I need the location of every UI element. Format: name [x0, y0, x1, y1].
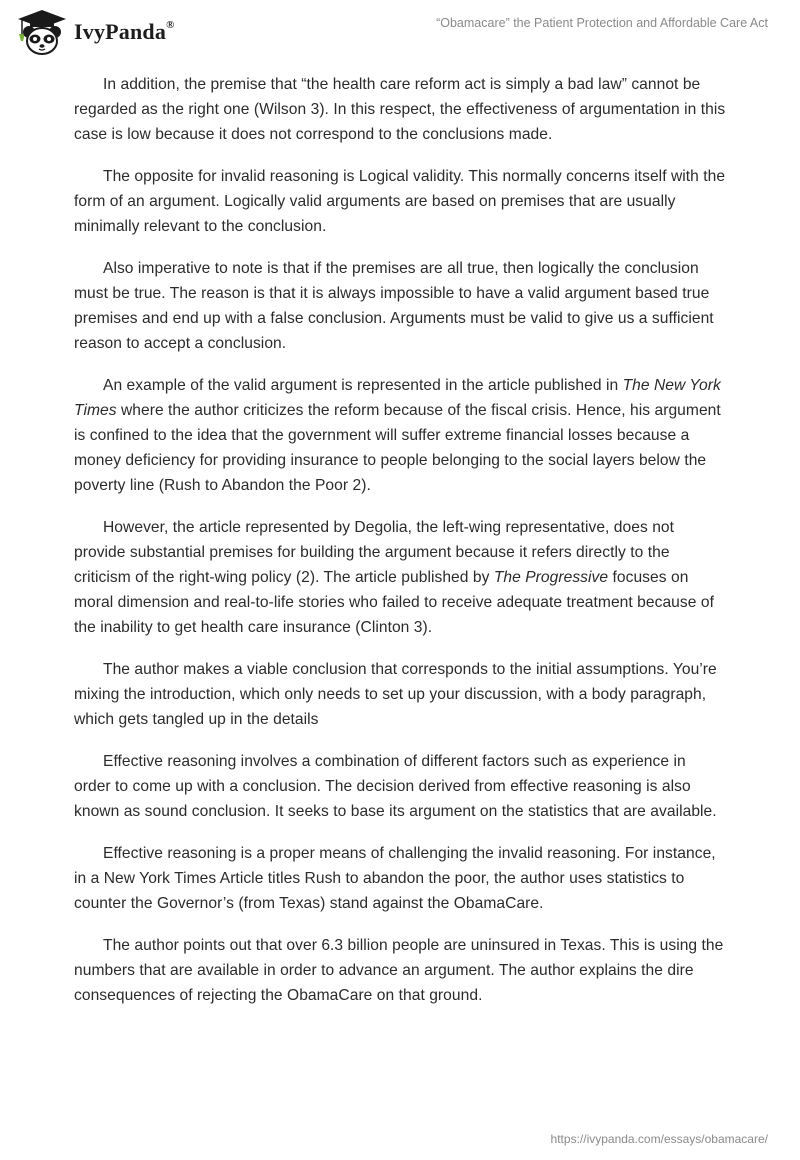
panda-graduate-icon — [14, 8, 70, 56]
paragraph: The author points out that over 6.3 billion people are uninsured in Texas. This is using the numbers that are available in order to advance an argument. The author explains the dire consequences of rejecting the ObamaCare on that ground. — [74, 937, 724, 1004]
paragraph: The author makes a viable conclusion that corresponds to the initial assumptions. You’re mixing the introduction, which only needs to set up your discussion, with a body paragraph, which gets tangled up in the details — [74, 661, 717, 728]
paragraph: Effective reasoning involves a combination of different factors such as experience in order to come up with a conclusion. The decision derived from effective reasoning is also known as sound conclusion. It seeks to base its argument on the statistics that are available. — [74, 753, 717, 820]
paragraph: Also imperative to note is that if the premises are all true, then logically the conclusion must be true. The reason is that it is always impossible to have a valid argument based true premises and end up with a false conclusion. Arguments must be valid to give us a sufficient reason to accept a conclusion. — [74, 260, 714, 352]
publication-title: The Progressive — [493, 569, 609, 586]
paragraph: In addition, the premise that “the health care reform act is simply a bad law” cannot be regarded as the right one (Wilson 3). In this respect, the effectiveness of argumentation in this case is low because it does not correspond to the conclusions made. — [74, 76, 726, 143]
document-running-title: “Obamacare” the Patient Protection and Affordable Care Act — [436, 16, 768, 30]
brand-name: IvyPanda® — [74, 18, 175, 44]
paragraph: An example of the valid argument is represented in the article published in The New York Times where the author criticizes the reform because of the fiscal crisis. Hence, his argument is confined to the idea that the government will suffer extreme financial losses because a money deficiency for providing insurance to people belonging to the social layers below the poverty line (Rush to Abandon the Poor 2). — [74, 377, 721, 494]
publication-title: The New York Times — [74, 377, 721, 419]
page-header — [0, 0, 800, 62]
paragraph: However, the article represented by Degolia, the left-wing representative, does not provide substantial premises for building the argument because it refers directly to the criticism of the right-wing policy (2). The article published by The Progressive focuses on moral dimension and real-to-life stories who failed to receive adequate treatment because of the inability to get health care insurance (Clinton 3). — [74, 519, 714, 636]
paragraph: Effective reasoning is a proper means of challenging the invalid reasoning. For instance, in a New York Times Article titles Rush to abandon the poor, the author uses statistics to counter the Governor’s (from Texas) stand against the ObamaCare. — [74, 845, 716, 912]
ivypanda-logo[interactable] — [14, 8, 175, 56]
source-url-link[interactable]: https://ivypanda.com/essays/obamacare/ — [550, 1132, 768, 1146]
paragraph: The opposite for invalid reasoning is Logical validity. This normally concerns itself with the form of an argument. Logically valid arguments are based on premises that are usually minimally relevant to the conclusion. — [74, 168, 726, 235]
essay-body — [74, 72, 726, 1025]
